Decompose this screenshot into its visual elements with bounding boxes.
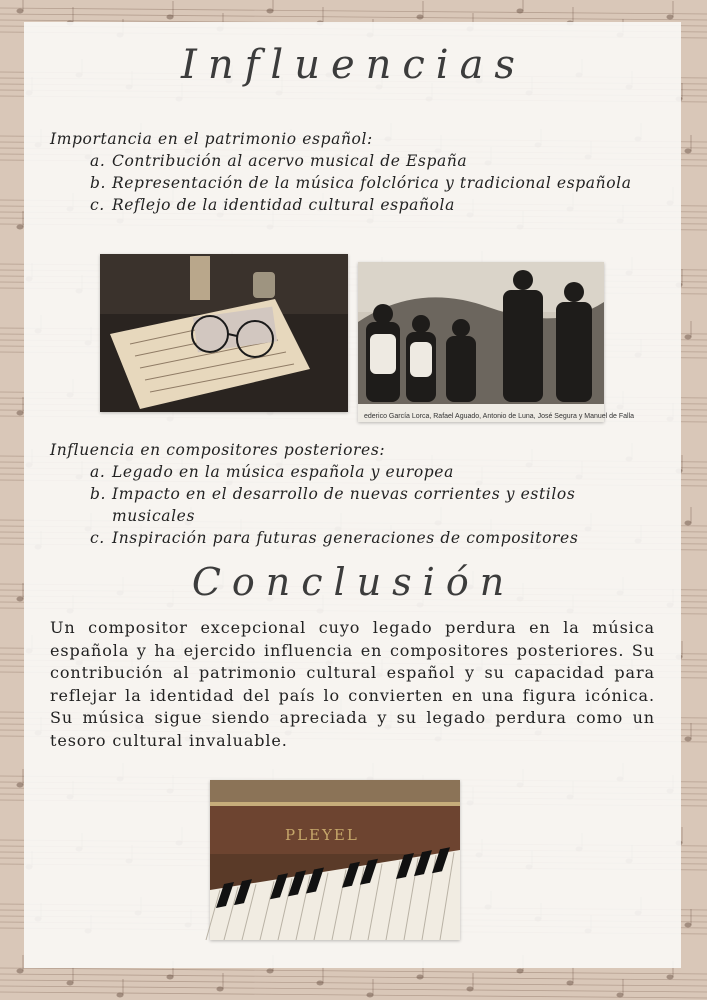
heading-conclusion: Conclusión: [191, 560, 516, 604]
list-title: Influencia en compositores posteriores:: [50, 441, 386, 459]
photo-piano: [210, 780, 460, 940]
list-item: a. Legado en la música española y europea: [90, 463, 454, 481]
list-influencia: [50, 439, 660, 549]
heading-influencias: Influencias: [181, 42, 526, 88]
piano-brand: PLEYEL: [285, 826, 359, 844]
photo-group-composers: [358, 262, 635, 422]
list-item: b. Representación de la música folclórica y tradicional española: [90, 174, 632, 192]
list-title: Importancia en el patrimonio español:: [50, 130, 373, 148]
photo-letter-glasses: [100, 254, 348, 412]
list-item: a. Contribución al acervo musical de España: [90, 152, 468, 170]
list-item: c. Reflejo de la identidad cultural española: [90, 196, 455, 214]
conclusion-paragraph: Un compositor excepcional cuyo legado perdura en la música española y ha ejercido influencia en compositores posteriores. Su contribución al patrimonio cultural español y su capacidad para reflejar la identidad del país lo convierten en una figura icónica. Su música sigue siendo apreciada y su legado perdura como un tesoro cultural invaluable.: [50, 618, 655, 750]
list-importancia: [50, 128, 660, 216]
photo-caption: ederico García Lorca, Rafael Aguado, Antonio de Luna, José Segura y Manuel de Falla: [364, 413, 635, 420]
list-item: b. Impacto en el desarrollo de nuevas corrientes y estilos musicales: [90, 485, 576, 525]
list-item: c. Inspiración para futuras generaciones de compositores: [90, 529, 579, 547]
